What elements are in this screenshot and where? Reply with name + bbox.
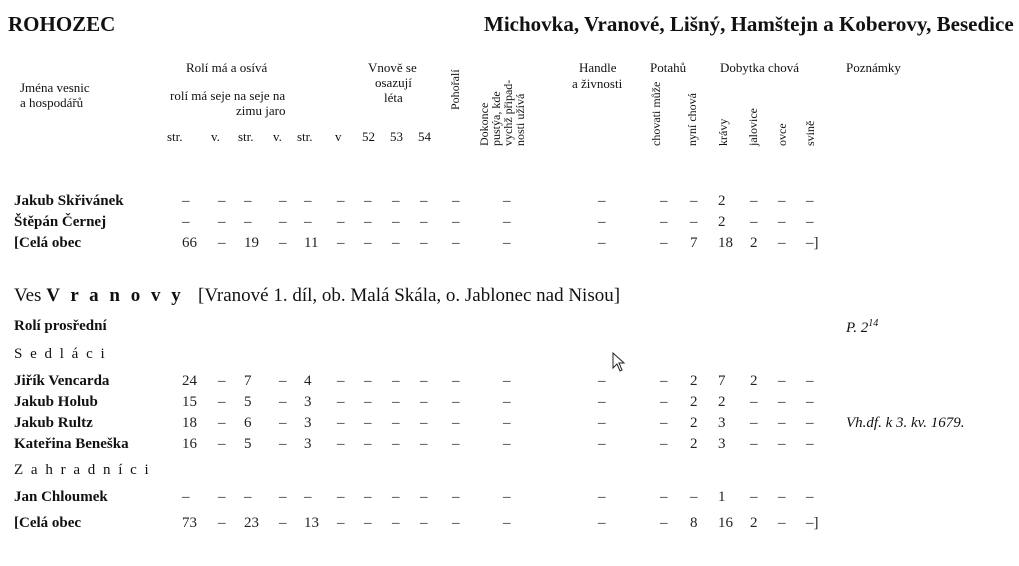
row-cell: – (304, 193, 312, 209)
row-cell: – (279, 415, 287, 431)
roli-note-text: P. 2 (846, 320, 869, 336)
row-cell: – (598, 415, 606, 431)
row-cell: 23 (244, 515, 259, 531)
row-cell: 2 (750, 515, 758, 531)
table-row (0, 214, 1019, 234)
row-cell: – (503, 394, 511, 410)
row-name: [Celá obec (14, 235, 82, 251)
row-cell: – (660, 235, 668, 251)
col-dokonce-4: nosti užívá (513, 93, 527, 146)
row-cell: 5 (244, 394, 252, 410)
section-prefix: Ves (14, 285, 42, 306)
table-row (0, 515, 1019, 535)
row-cell: – (218, 436, 226, 452)
row-cell: – (690, 214, 698, 230)
col-dobytka: Dobytka chová (720, 60, 800, 75)
row-cell: – (337, 373, 345, 389)
row-cell: – (503, 193, 511, 209)
row-cell: – (392, 235, 400, 251)
row-cell: – (660, 214, 668, 230)
row-cell: – (337, 436, 345, 452)
row-cell: 66 (182, 235, 197, 251)
col-roli-sub: rolí má seje na seje na (170, 88, 286, 103)
table-row (0, 489, 1019, 509)
row-cell: –] (806, 235, 819, 251)
col-dokonce-1: Dokonce (477, 102, 491, 146)
col-dokonce-2: pustýa, kde (489, 91, 503, 146)
row-cell: – (660, 515, 668, 531)
row-cell: – (806, 214, 814, 230)
col-names-line1: Jména vesnic (20, 80, 90, 95)
row-cell: 1 (718, 489, 726, 505)
sedlaci-label: S e d l á c i (14, 346, 107, 362)
row-cell: – (337, 515, 345, 531)
col-handle-2: a živnosti (572, 76, 623, 91)
table-row (0, 235, 1019, 255)
row-cell: – (598, 436, 606, 452)
row-cell: – (503, 489, 511, 505)
row-cell: – (503, 436, 511, 452)
row-cell: – (452, 373, 460, 389)
row-cell: 8 (690, 515, 698, 531)
col-roli-sub2: zimu jaro (236, 103, 286, 118)
unit-str-2: str. (238, 129, 254, 144)
row-cell: 7 (718, 373, 726, 389)
row-cell: – (337, 394, 345, 410)
row-cell: – (392, 436, 400, 452)
row-cell: – (218, 394, 226, 410)
row-cell: 2 (690, 415, 698, 431)
roli-prosredni-label: Rolí prosřední (14, 318, 107, 334)
table-row (0, 193, 1019, 213)
row-cell: – (778, 373, 786, 389)
row-cell: – (778, 515, 786, 531)
col-ovce: ovce (775, 123, 789, 146)
row-cell: – (806, 436, 814, 452)
row-cell: – (420, 515, 428, 531)
row-name: [Celá obec (14, 515, 82, 531)
row-cell: – (452, 193, 460, 209)
row-cell: – (420, 415, 428, 431)
row-cell: – (778, 214, 786, 230)
row-cell: 73 (182, 515, 197, 531)
row-cell: 3 (304, 436, 312, 452)
row-cell: – (182, 214, 190, 230)
row-cell: – (660, 394, 668, 410)
row-cell: – (598, 235, 606, 251)
table-row (0, 373, 1019, 393)
col-svine: svině (803, 120, 817, 146)
row-cell: – (452, 436, 460, 452)
row-cell: – (452, 235, 460, 251)
row-cell: – (279, 515, 287, 531)
row-cell: – (218, 489, 226, 505)
row-cell: – (244, 489, 252, 505)
row-cell: – (337, 193, 345, 209)
col-poznamky: Poznámky (846, 60, 901, 75)
row-cell: – (304, 214, 312, 230)
row-cell: 5 (244, 436, 252, 452)
row-cell: – (364, 394, 372, 410)
row-cell: – (452, 415, 460, 431)
row-cell: 2 (718, 394, 726, 410)
row-cell: – (778, 235, 786, 251)
col-names-line2: a hospodářů (20, 95, 84, 110)
row-cell: – (660, 373, 668, 389)
row-cell: – (244, 214, 252, 230)
row-cell: 3 (304, 415, 312, 431)
row-cell: – (182, 193, 190, 209)
row-cell: –] (806, 515, 819, 531)
row-cell: – (778, 394, 786, 410)
col-vnove-3: léta (384, 90, 403, 105)
row-cell: – (279, 214, 287, 230)
row-cell: 13 (304, 515, 319, 531)
row-cell: – (364, 235, 372, 251)
page-left-title: ROHOZEC (8, 12, 116, 36)
row-cell: – (598, 193, 606, 209)
row-cell: – (420, 193, 428, 209)
row-cell: – (218, 214, 226, 230)
row-cell: – (420, 436, 428, 452)
row-name: Jiřík Vencarda (14, 373, 110, 389)
row-cell: – (690, 193, 698, 209)
row-cell: – (503, 415, 511, 431)
row-cell: – (660, 193, 668, 209)
roli-note (846, 318, 878, 337)
row-note: Vh.df. k 3. kv. 1679. (846, 415, 965, 431)
row-cell: – (598, 373, 606, 389)
row-cell: – (598, 489, 606, 505)
row-cell: – (392, 415, 400, 431)
row-cell: – (598, 214, 606, 230)
row-cell: 2 (718, 193, 726, 209)
row-cell: 15 (182, 394, 197, 410)
col-potahu: Potahů (650, 60, 687, 75)
row-cell: 16 (718, 515, 733, 531)
row-cell: – (503, 515, 511, 531)
row-cell: – (503, 214, 511, 230)
row-cell: – (364, 515, 372, 531)
row-cell: 2 (690, 394, 698, 410)
row-cell: – (598, 515, 606, 531)
section-village: V r a n o v y (46, 285, 184, 306)
row-cell: – (750, 214, 758, 230)
row-name: Jakub Rultz (14, 415, 93, 431)
row-cell: – (392, 214, 400, 230)
row-cell: 18 (182, 415, 197, 431)
row-cell: – (598, 394, 606, 410)
row-cell: – (750, 394, 758, 410)
row-cell: – (364, 489, 372, 505)
row-cell: 7 (690, 235, 698, 251)
row-cell: 11 (304, 235, 319, 251)
year-53: 53 (390, 129, 403, 144)
col-vnove-1: Vnově se (368, 60, 417, 75)
col-roli-top: Rolí má a osívá (186, 60, 268, 75)
row-cell: – (806, 394, 814, 410)
row-cell: 3 (718, 436, 726, 452)
row-cell: – (244, 193, 252, 209)
mouse-pointer-icon (612, 352, 626, 372)
row-cell: – (806, 373, 814, 389)
row-name: Jakub Skřivánek (14, 193, 124, 209)
row-cell: 18 (718, 235, 733, 251)
row-cell: – (420, 235, 428, 251)
row-cell: – (218, 193, 226, 209)
unit-v-2: v. (273, 129, 282, 144)
col-vnove-2: osazují (375, 75, 412, 90)
table-row (0, 394, 1019, 414)
row-cell: – (279, 235, 287, 251)
row-cell: – (218, 373, 226, 389)
row-cell: – (279, 373, 287, 389)
row-cell: 2 (718, 214, 726, 230)
row-cell: – (392, 489, 400, 505)
row-cell: – (279, 436, 287, 452)
row-cell: 4 (304, 373, 312, 389)
roli-note-sup: 14 (868, 318, 879, 329)
row-cell: – (806, 415, 814, 431)
row-cell: – (750, 193, 758, 209)
row-cell: 7 (244, 373, 252, 389)
row-cell: – (452, 489, 460, 505)
row-cell: 16 (182, 436, 197, 452)
col-potahu-chova: nyní chová (685, 93, 699, 146)
row-cell: – (806, 489, 814, 505)
row-cell: – (750, 436, 758, 452)
table-row (0, 436, 1019, 456)
zahradnici-label: Z a h r a d n í c i (14, 462, 151, 478)
row-cell: – (392, 394, 400, 410)
row-cell: – (778, 436, 786, 452)
row-cell: – (364, 214, 372, 230)
row-cell: – (452, 515, 460, 531)
row-cell: – (279, 489, 287, 505)
row-cell: – (279, 394, 287, 410)
row-cell: – (778, 415, 786, 431)
row-cell: – (420, 373, 428, 389)
row-cell: – (452, 214, 460, 230)
row-cell: – (778, 489, 786, 505)
row-cell: 2 (690, 436, 698, 452)
row-cell: 2 (690, 373, 698, 389)
row-cell: – (337, 235, 345, 251)
row-cell: – (420, 489, 428, 505)
row-cell: – (218, 515, 226, 531)
row-name: Štěpán Černej (14, 214, 107, 230)
row-cell: – (304, 489, 312, 505)
row-cell: – (778, 193, 786, 209)
row-cell: – (420, 394, 428, 410)
row-cell: 3 (304, 394, 312, 410)
row-cell: 19 (244, 235, 259, 251)
table-row (0, 415, 1019, 435)
row-cell: – (690, 489, 698, 505)
row-cell: – (337, 214, 345, 230)
unit-str-1: str. (167, 129, 183, 144)
row-cell: – (218, 235, 226, 251)
row-name: Jakub Holub (14, 394, 98, 410)
row-cell: – (279, 193, 287, 209)
row-cell: – (392, 373, 400, 389)
row-cell: – (337, 489, 345, 505)
unit-v-1: v. (211, 129, 220, 144)
row-cell: – (660, 436, 668, 452)
unit-v-3: v (335, 129, 342, 144)
row-cell: – (337, 415, 345, 431)
row-cell: – (750, 415, 758, 431)
row-cell: – (392, 193, 400, 209)
row-cell: – (364, 373, 372, 389)
row-cell: – (660, 489, 668, 505)
year-54: 54 (418, 129, 431, 144)
row-cell: – (806, 193, 814, 209)
row-cell: 2 (750, 373, 758, 389)
row-cell: – (660, 415, 668, 431)
section-heading (14, 285, 620, 307)
col-pohorali: Pohořalí (448, 69, 462, 110)
row-cell: – (392, 515, 400, 531)
row-cell: – (364, 436, 372, 452)
row-cell: – (364, 415, 372, 431)
row-name: Kateřina Beneška (14, 436, 129, 452)
row-cell: – (420, 214, 428, 230)
col-dokonce-3: vychž připad- (501, 79, 515, 146)
row-cell: – (503, 235, 511, 251)
section-location: [Vranové 1. díl, ob. Malá Skála, o. Jablonec nad Nisou] (198, 285, 621, 306)
row-cell: – (218, 415, 226, 431)
row-cell: – (364, 193, 372, 209)
page-right-title: Michovka, Vranové, Lišný, Hamštejn a Koberovy, Besedice (484, 12, 1014, 36)
row-cell: 6 (244, 415, 252, 431)
col-jalovice: jalovice (746, 108, 760, 146)
row-cell: 24 (182, 373, 197, 389)
col-handle-1: Handle (579, 60, 617, 75)
unit-str-3: str. (297, 129, 313, 144)
row-cell: 2 (750, 235, 758, 251)
year-52: 52 (362, 129, 375, 144)
col-potahu-muze: chovati může (649, 81, 663, 146)
row-cell: – (452, 394, 460, 410)
row-name: Jan Chloumek (14, 489, 108, 505)
row-cell: – (503, 373, 511, 389)
row-cell: 3 (718, 415, 726, 431)
row-cell: – (750, 489, 758, 505)
row-cell: – (182, 489, 190, 505)
col-kravy: krávy (716, 118, 730, 146)
